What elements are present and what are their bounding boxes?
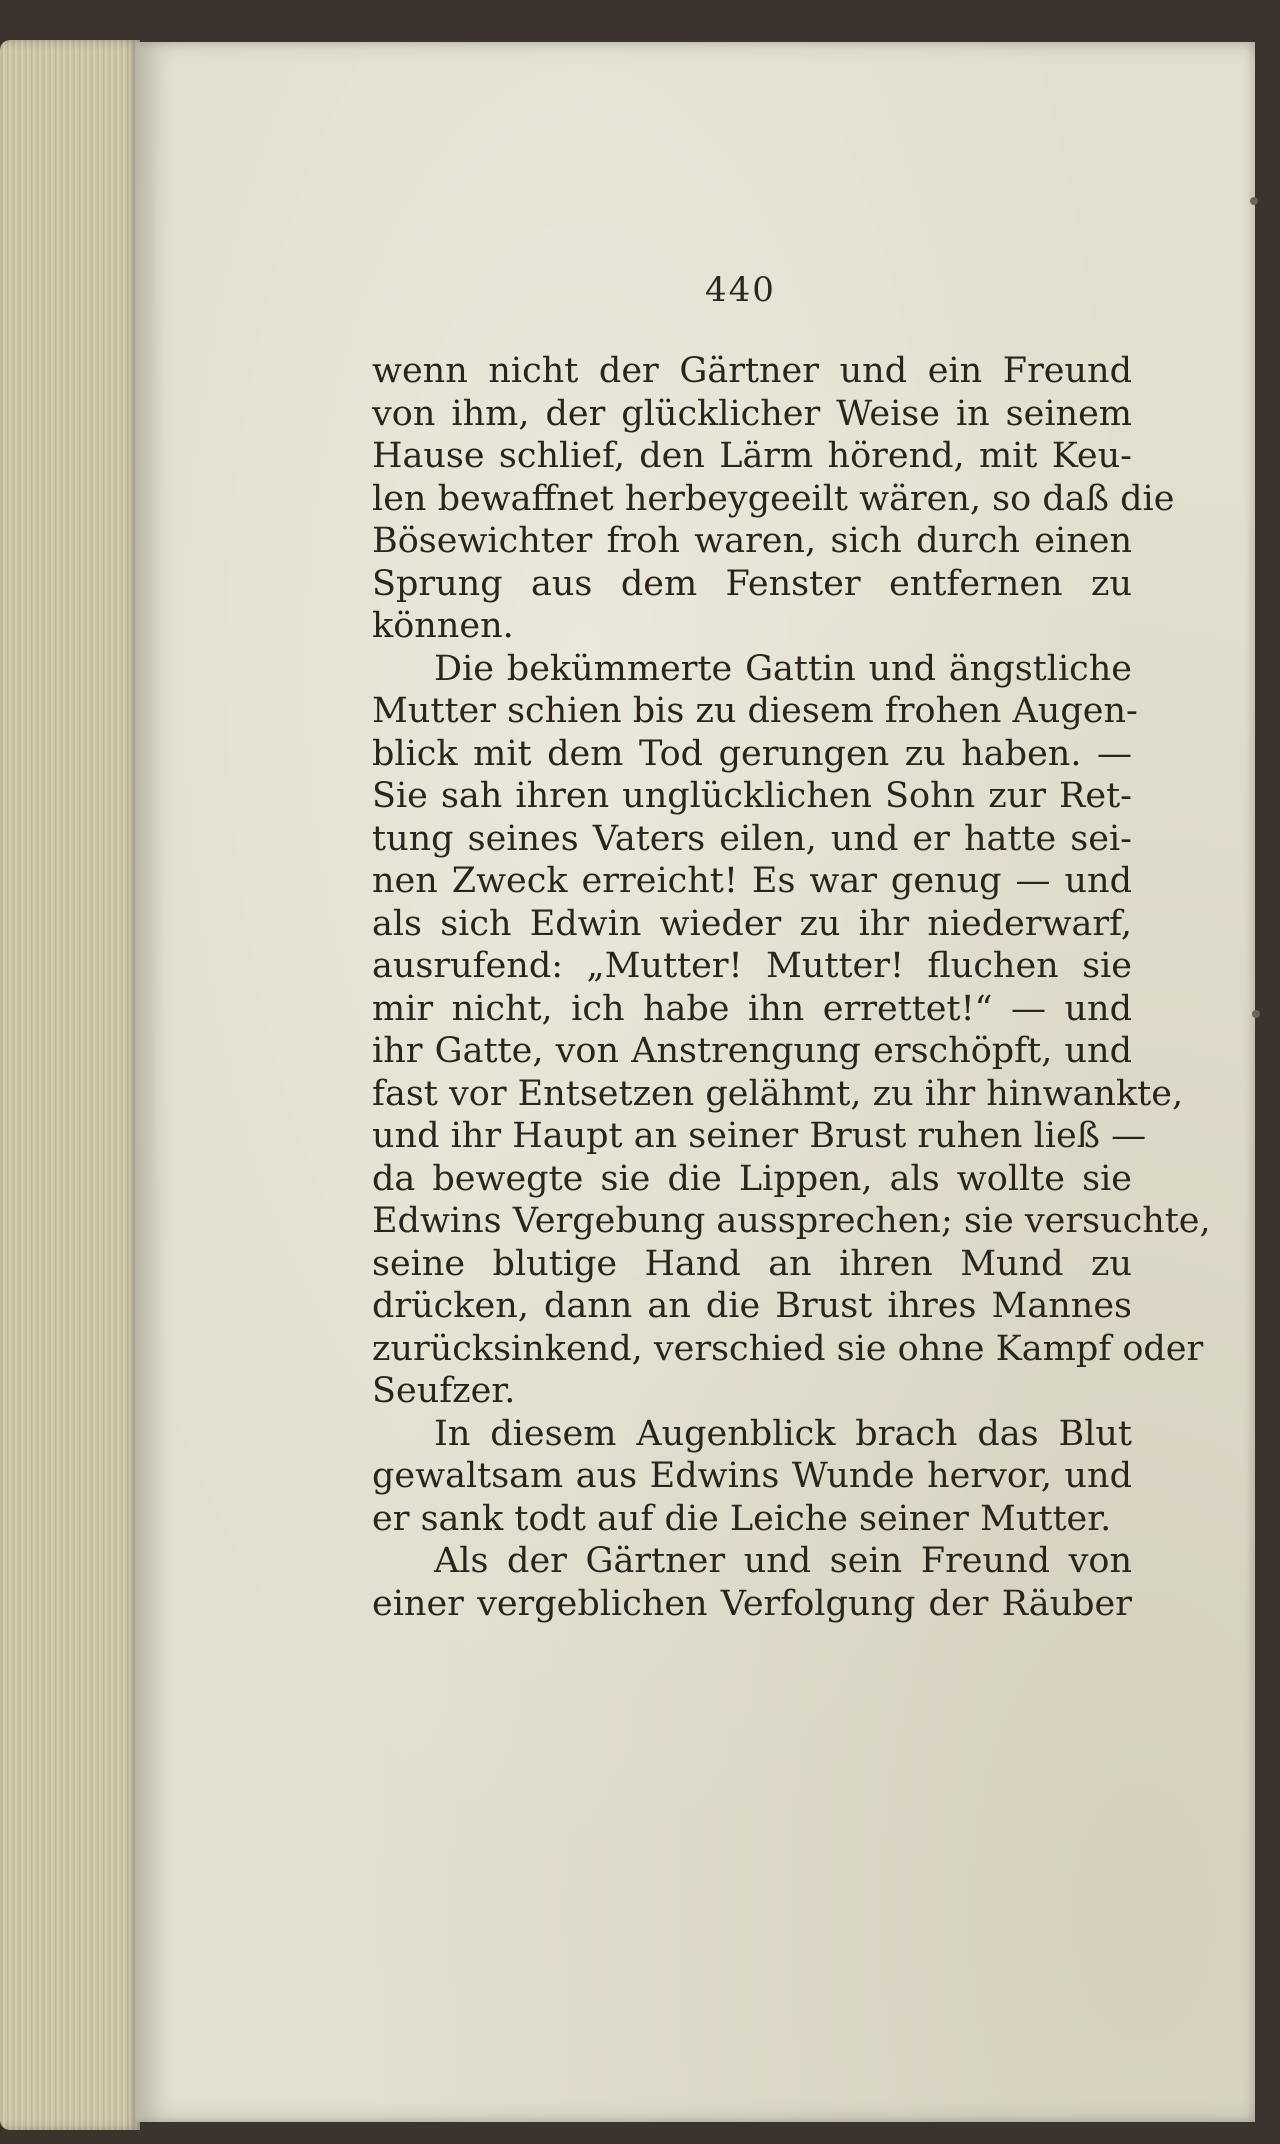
- text-line: nen Zweck erreicht! Es war genug — und: [372, 861, 1132, 901]
- text-line: drücken, dann an die Brust ihres Mannes: [372, 1286, 1132, 1326]
- text-line: als sich Edwin wieder zu ihr niederwarf,: [372, 903, 1132, 944]
- text-line: seine blutige Hand an ihren Mund zu: [372, 1243, 1132, 1284]
- text-line: Bösewichter froh waren, sich durch einen: [372, 521, 1132, 561]
- text-line: Edwins Vergebung aussprechen; sie versuchte,: [372, 1201, 1211, 1241]
- text-line: Hause schlief, den Lärm hörend, mit Keu-: [372, 436, 1132, 476]
- text-line: ausrufend: „Mutter! Mutter! fluchen sie: [372, 946, 1132, 986]
- margin-speck: [1250, 197, 1258, 205]
- text-line: und ihr Haupt an seiner Brust ruhen ließ —: [372, 1116, 1147, 1156]
- text-line: von ihm, der glücklicher Weise in seinem: [372, 393, 1132, 434]
- text-line: wenn nicht der Gärtner und ein Freund: [372, 351, 1132, 391]
- text-line: da bewegte sie die Lippen, als wollte sie: [372, 1158, 1132, 1199]
- text-line: ihr Gatte, von Anstrengung erschöpft, und: [372, 1031, 1132, 1071]
- body-text: [372, 350, 1211, 1625]
- text-line: er sank todt auf die Leiche seiner Mutter.: [372, 1498, 1112, 1539]
- text-line: Als der Gärtner und sein Freund von: [434, 1541, 1132, 1581]
- text-line: fast vor Entsetzen gelähmt, zu ihr hinwankte,: [372, 1073, 1184, 1114]
- text-line: blick mit dem Tod gerungen zu haben. —: [372, 733, 1132, 774]
- text-line: einer vergeblichen Verfolgung der Räuber: [372, 1583, 1132, 1624]
- page-edges-left: [0, 40, 140, 2130]
- text-line: können.: [372, 606, 514, 646]
- text-line: len bewaffnet herbeygeeilt wären, so daß die: [372, 478, 1175, 519]
- text-line: Die bekümmerte Gattin und ängstliche: [434, 648, 1132, 689]
- text-line: In diesem Augenblick brach das Blut: [434, 1413, 1132, 1454]
- text-line: Sprung aus dem Fenster entfernen zu: [372, 563, 1132, 604]
- text-line: Sie sah ihren unglücklichen Sohn zur Ret-: [372, 776, 1132, 816]
- text-line: tung seines Vaters eilen, und er hatte sei-: [372, 818, 1132, 859]
- margin-speck: [1252, 1010, 1260, 1018]
- text-line: gewaltsam aus Edwins Wunde hervor, und: [372, 1456, 1132, 1496]
- text-line: zurücksinkend, verschied sie ohne Kampf oder: [372, 1328, 1204, 1369]
- page-number: 440: [705, 270, 776, 310]
- text-line: Mutter schien bis zu diesem frohen Augen-: [372, 691, 1138, 731]
- text-line: mir nicht, ich habe ihn errettet!“ — und: [372, 988, 1132, 1029]
- text-line: Seufzer.: [372, 1371, 516, 1411]
